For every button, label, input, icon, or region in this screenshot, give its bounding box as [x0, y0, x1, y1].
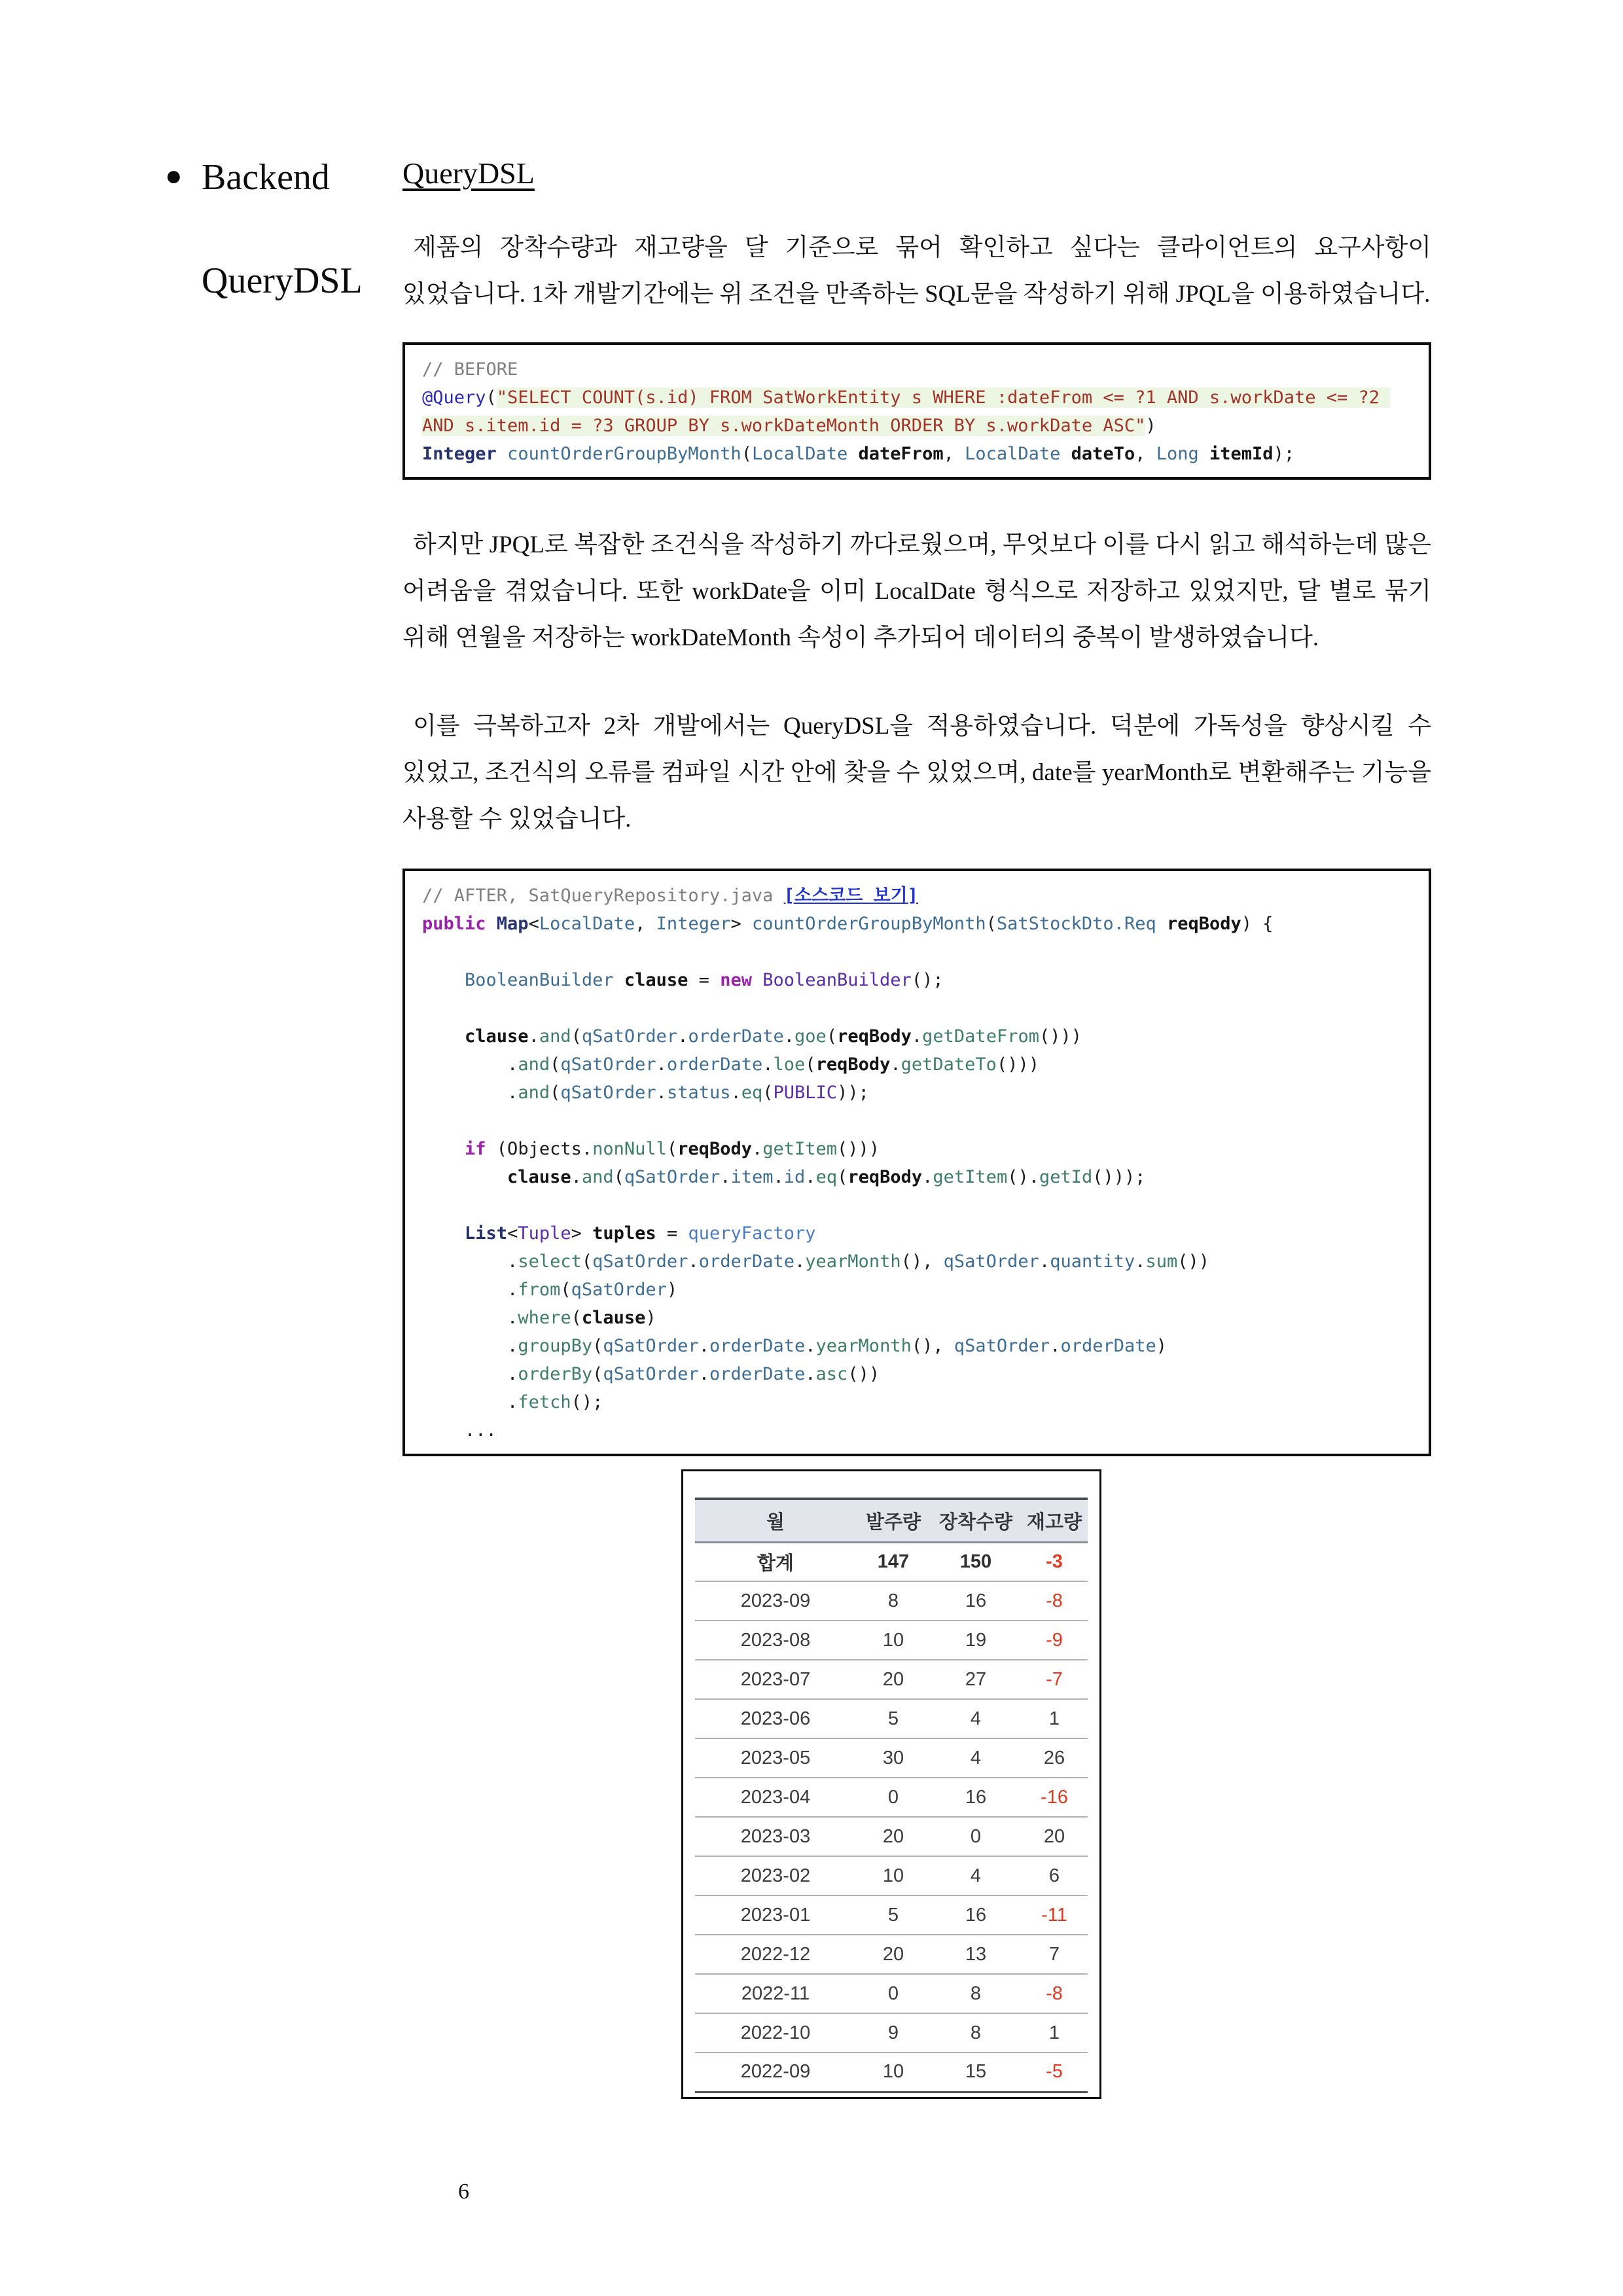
code-line — [422, 882, 1412, 910]
table-row — [695, 1778, 1088, 1817]
table-cell: 15 — [965, 2061, 987, 2083]
paragraph-requirements: 제품의 장착수량과 재고량을 달 기준으로 묶어 확인하고 싶다는 클라이언트의 요구사항이 있었습니다. 1차 개발기간에는 위 조건을 만족하는 SQL문을 작성하기 위해 JPQL을 이용하였습니다. — [402, 234, 1431, 308]
code-token: quantity — [1050, 1251, 1135, 1272]
code-token: ( — [805, 1054, 816, 1075]
outline-list — [165, 156, 363, 301]
table-cell: 2023-06 — [740, 1708, 811, 1729]
code-token: asc — [815, 1364, 848, 1384]
code-token: qSatOrder — [943, 1251, 1039, 1272]
table-row — [695, 1935, 1088, 1974]
table-cell: 2023-09 — [740, 1590, 811, 1611]
code-token: id — [783, 1167, 806, 1187]
code-token: BooleanBuilder — [762, 970, 912, 990]
code-token: reqBody — [837, 1026, 912, 1047]
code-token: ())) — [1039, 1026, 1082, 1047]
table-cell: 10 — [882, 2061, 904, 2083]
code-line — [422, 440, 1412, 468]
code-token: qSatOrder — [624, 1167, 721, 1187]
code-token: ) — [645, 1308, 656, 1328]
code-token: orderDate — [688, 1026, 784, 1047]
code-token: ( — [571, 1026, 582, 1047]
table-cell: 147 — [877, 1551, 910, 1572]
code-token: // AFTER, SatQueryRepository.java — [422, 886, 784, 906]
code-token: . — [528, 1026, 539, 1047]
code-token — [1060, 444, 1071, 464]
code-line — [422, 1163, 1412, 1191]
code-token: (); — [571, 1392, 603, 1412]
table-cell: 2023-05 — [740, 1747, 811, 1768]
table-cell: 1 — [1048, 2022, 1060, 2043]
code-block-after — [402, 869, 1431, 1456]
code-token: orderDate — [1060, 1336, 1156, 1356]
table-cell: 2023-01 — [740, 1904, 811, 1926]
code-token: ( — [550, 1054, 561, 1075]
code-token — [422, 970, 465, 990]
table-cell: 0 — [970, 1825, 982, 1847]
stock-table-container — [681, 1469, 1101, 2099]
code-token: (Objects. — [486, 1139, 593, 1159]
code-token: reqBody — [847, 1167, 923, 1187]
code-token: . — [805, 1336, 816, 1356]
table-cell: 10 — [882, 1865, 904, 1886]
code-token: where — [518, 1308, 571, 1328]
main-content — [402, 156, 1431, 2099]
code-token: . — [1135, 1251, 1146, 1272]
code-token: . — [422, 1280, 518, 1300]
table-row — [695, 1581, 1088, 1621]
code-token — [422, 1139, 465, 1159]
code-token: = — [656, 1223, 688, 1244]
code-line — [422, 1276, 1412, 1304]
code-token: ())) — [837, 1139, 880, 1159]
code-token: reqBody — [677, 1139, 752, 1159]
table-cell: 20 — [882, 1825, 904, 1847]
code-token: . — [656, 1054, 667, 1075]
table-row — [695, 1621, 1088, 1660]
code-token: = — [688, 970, 721, 990]
code-token: ( — [581, 1251, 593, 1272]
table-cell: 2023-03 — [740, 1825, 811, 1847]
code-token: eq — [815, 1167, 838, 1187]
code-token: . — [783, 1026, 795, 1047]
table-row — [695, 2013, 1088, 2053]
code-line — [422, 1050, 1412, 1079]
table-cell: -16 — [1041, 1786, 1068, 1808]
table-cell: -7 — [1046, 1668, 1063, 1690]
code-token: ) — [1156, 1336, 1168, 1356]
table-row — [695, 1542, 1088, 1581]
bullet-icon: ● — [165, 160, 183, 192]
code-token — [847, 444, 858, 464]
code-token: ( — [592, 1336, 603, 1356]
code-token: ... — [422, 1420, 497, 1441]
code-token: ) — [1145, 416, 1156, 436]
code-token: item — [730, 1167, 774, 1187]
code-token: and — [518, 1083, 550, 1103]
code-token: getId — [1039, 1167, 1093, 1187]
code-token: . — [656, 1083, 667, 1103]
code-token: , — [943, 444, 965, 464]
code-token: . — [1039, 1251, 1050, 1272]
table-cell: 16 — [965, 1786, 987, 1808]
code-token: ( — [486, 387, 497, 408]
code-token: . — [751, 1139, 763, 1159]
code-token: ) — [666, 1280, 678, 1300]
code-line — [422, 1107, 1412, 1135]
code-token: . — [571, 1167, 582, 1187]
code-token: qSatOrder — [603, 1336, 699, 1356]
table-row — [695, 1974, 1088, 2013]
code-token: Tuple — [518, 1223, 571, 1244]
code-token: < — [528, 914, 539, 934]
code-token: BooleanBuilder — [465, 970, 614, 990]
code-token: . — [422, 1308, 518, 1328]
code-token: ( — [986, 914, 997, 934]
table-cell: 6 — [1048, 1865, 1060, 1886]
code-token: fetch — [518, 1392, 571, 1412]
table-cell: 19 — [965, 1629, 987, 1651]
code-token: SatStockDto.Req — [996, 914, 1156, 934]
code-line — [422, 938, 1412, 966]
table-cell: 합계 — [757, 1552, 794, 1574]
code-token: . — [688, 1251, 699, 1272]
table-cell: 2022-09 — [740, 2061, 811, 2083]
code-token: (), — [911, 1336, 954, 1356]
code-token — [497, 444, 507, 464]
code-token: ()) — [847, 1364, 880, 1384]
code-token: orderDate — [666, 1054, 763, 1075]
code-token: . — [805, 1364, 816, 1384]
code-token: ); — [1273, 444, 1295, 464]
code-token: . — [422, 1083, 518, 1103]
table-cell: 0 — [887, 1786, 899, 1808]
code-token: // BEFORE — [422, 359, 518, 380]
outline-item-querydsl-label: QueryDSL — [202, 260, 363, 301]
code-token: (); — [911, 970, 944, 990]
column-header: 월 — [766, 1511, 785, 1533]
code-line — [422, 1388, 1412, 1416]
table-row — [695, 1895, 1088, 1935]
code-token: getDateFrom — [922, 1026, 1039, 1047]
code-token: clause — [581, 1308, 646, 1328]
table-cell: -11 — [1041, 1904, 1067, 1926]
code-token: getDateTo — [901, 1054, 997, 1075]
table-row — [695, 1699, 1088, 1738]
table-cell: 16 — [965, 1904, 987, 1926]
table-cell: 13 — [965, 1943, 987, 1965]
code-token: qSatOrder — [603, 1364, 699, 1384]
code-token: . — [762, 1054, 774, 1075]
code-line — [422, 1135, 1412, 1163]
section-title: QueryDSL — [402, 156, 535, 190]
table-cell: -5 — [1046, 2061, 1063, 2083]
code-token: orderDate — [698, 1251, 795, 1272]
code-token: yearMonth — [805, 1251, 901, 1272]
table-cell: 0 — [887, 1982, 899, 2004]
code-token: and — [518, 1054, 550, 1075]
table-cell: 20 — [1043, 1825, 1065, 1847]
table-row — [695, 1817, 1088, 1856]
code-token: orderDate — [709, 1364, 806, 1384]
code-token: nonNull — [592, 1139, 667, 1159]
code-line — [422, 1304, 1412, 1332]
code-token: ( — [741, 444, 752, 464]
code-token: qSatOrder — [592, 1251, 688, 1272]
code-token: countOrderGroupByMonth — [507, 444, 741, 464]
code-token: public — [422, 914, 497, 934]
code-token: . — [422, 1336, 518, 1356]
code-token: status — [666, 1083, 731, 1103]
code-token: orderBy — [518, 1364, 593, 1384]
table-cell: 5 — [887, 1904, 899, 1926]
table-cell: 4 — [970, 1708, 982, 1729]
code-token: new — [720, 970, 763, 990]
code-token — [1156, 914, 1167, 934]
code-token: select — [518, 1251, 582, 1272]
code-token: Integer — [656, 914, 731, 934]
code-token — [422, 1026, 465, 1047]
code-token: qSatOrder — [954, 1336, 1050, 1356]
code-token: . — [677, 1026, 688, 1047]
code-token: reqBody — [815, 1054, 891, 1075]
code-token: qSatOrder — [571, 1280, 667, 1300]
code-token: Map — [496, 914, 529, 934]
code-line — [422, 966, 1412, 994]
code-token: > — [571, 1223, 593, 1244]
source-code-link[interactable]: [소스코드 보기] — [783, 886, 918, 906]
code-token: "SELECT COUNT(s.id) FROM SatWorkEntity s WHERE :dateFrom <= ?1 AND s.workDate <= ?2 AND s.item.id = ?3 GROUP BY s.workDateMonth ORDER BY s.workDate ASC" — [422, 387, 1391, 436]
code-token: and — [539, 1026, 571, 1047]
code-line — [422, 355, 1412, 384]
code-token: ( — [837, 1167, 848, 1187]
code-token: ( — [571, 1308, 582, 1328]
table-cell: 2022-11 — [741, 1982, 810, 2004]
code-line — [422, 1022, 1412, 1050]
code-token: getItem — [933, 1167, 1008, 1187]
code-token: . — [422, 1392, 518, 1412]
code-token: loe — [773, 1054, 806, 1075]
code-token — [422, 1223, 465, 1244]
code-token: reqBody — [1166, 914, 1241, 934]
code-token: sum — [1145, 1251, 1178, 1272]
table-cell: 10 — [882, 1629, 904, 1651]
code-token: LocalDate — [965, 444, 1061, 464]
code-token: . — [911, 1026, 923, 1047]
table-cell: 20 — [882, 1943, 904, 1965]
table-cell: 7 — [1048, 1943, 1060, 1965]
table-cell: -3 — [1046, 1551, 1063, 1572]
code-line — [422, 384, 1412, 440]
code-token — [1199, 444, 1209, 464]
code-token: from — [518, 1280, 561, 1300]
table-row — [695, 2053, 1088, 2092]
code-token: getItem — [762, 1139, 838, 1159]
column-header: 발주량 — [865, 1511, 921, 1533]
table-cell: 2022-10 — [740, 2022, 811, 2043]
code-line — [422, 1219, 1412, 1247]
code-token: queryFactory — [688, 1223, 816, 1244]
code-token: itemId — [1209, 444, 1274, 464]
code-token: eq — [741, 1083, 763, 1103]
table-cell: 27 — [965, 1668, 987, 1690]
code-token: tuples — [592, 1223, 656, 1244]
code-token: LocalDate — [751, 444, 848, 464]
code-line — [422, 1332, 1412, 1360]
table-cell: -9 — [1046, 1629, 1063, 1651]
code-token: clause — [507, 1167, 571, 1187]
table-row — [695, 1660, 1088, 1699]
code-token: dateFrom — [858, 444, 944, 464]
table-cell: 2023-07 — [740, 1668, 811, 1690]
table-cell: 1 — [1048, 1708, 1060, 1729]
code-token — [614, 970, 624, 990]
code-token: ( — [762, 1083, 774, 1103]
code-token: ( — [560, 1280, 571, 1300]
table-cell: 8 — [970, 2022, 982, 2043]
code-token: , — [1135, 444, 1156, 464]
paragraph-querydsl-benefits: 이를 극복하고자 2차 개발에서는 QueryDSL을 적용하였습니다. 덕분에 가독성을 향상시킬 수 있었고, 조건식의 오류를 컴파일 시간 안에 찾을 수 있었으며, date를 yearMonth로 변환해주는 기능을 사용할 수 있었습니다. — [402, 713, 1431, 833]
code-line — [422, 1191, 1412, 1219]
table-cell: 8 — [887, 1590, 899, 1611]
code-token: qSatOrder — [560, 1083, 656, 1103]
code-token: PUBLIC — [773, 1083, 838, 1103]
code-token: . — [698, 1364, 709, 1384]
code-token: dateTo — [1071, 444, 1135, 464]
table-cell: 16 — [965, 1590, 987, 1611]
table-cell: 2023-04 — [740, 1786, 811, 1808]
code-token: qSatOrder — [560, 1054, 656, 1075]
code-token: Integer — [422, 444, 497, 464]
table-body — [695, 1542, 1088, 2092]
code-token: ()) — [1177, 1251, 1210, 1272]
code-line — [422, 1079, 1412, 1107]
table-cell: 20 — [882, 1668, 904, 1690]
table-cell: 5 — [887, 1708, 899, 1729]
table-cell: -8 — [1046, 1982, 1063, 2004]
code-token: @Query — [422, 387, 486, 408]
table-cell: 9 — [887, 2022, 899, 2043]
code-token: (), — [901, 1251, 944, 1272]
code-token: > — [730, 914, 752, 934]
outline-item-querydsl — [165, 260, 363, 301]
outline-item-backend-label: Backend — [202, 157, 330, 198]
code-token: qSatOrder — [581, 1026, 678, 1047]
table-cell: 30 — [882, 1747, 904, 1768]
page-number: 6 — [458, 2179, 469, 2204]
code-token: groupBy — [518, 1336, 593, 1356]
code-token: . — [773, 1167, 784, 1187]
code-token: ( — [550, 1083, 561, 1103]
code-token: . — [720, 1167, 731, 1187]
table-cell: 4 — [970, 1865, 982, 1886]
code-token: List — [465, 1223, 508, 1244]
code-token: . — [422, 1054, 518, 1075]
code-token: if — [465, 1139, 486, 1159]
table-cell: 2022-12 — [740, 1943, 811, 1965]
code-line — [422, 910, 1412, 938]
code-token: orderDate — [709, 1336, 806, 1356]
code-token: . — [730, 1083, 741, 1103]
code-token: goe — [794, 1026, 827, 1047]
table-cell: 26 — [1043, 1747, 1065, 1768]
code-token: and — [581, 1167, 614, 1187]
table-header-row — [695, 1499, 1088, 1542]
code-token: ( — [592, 1364, 603, 1384]
table-cell: 150 — [959, 1551, 992, 1572]
table-cell: -8 — [1046, 1590, 1063, 1611]
code-token: < — [507, 1223, 518, 1244]
code-token: clause — [465, 1026, 529, 1047]
stock-table — [695, 1498, 1088, 2093]
paragraph-jpql-problems: 하지만 JPQL로 복잡한 조건식을 작성하기 까다로웠으며, 무엇보다 이를 다시 읽고 해석하는데 많은 어려움을 겪었습니다. 또한 workDate을 이미 LocalDate 형식으로 저장하고 있었지만, 달 별로 묶기 위해 연월을 저장하는 workDateMonth 속성이 추가되어 데이터의 중복이 발생하였습니다. — [402, 531, 1431, 651]
code-token: . — [805, 1167, 816, 1187]
column-header: 재고량 — [1026, 1511, 1082, 1533]
code-token: . — [922, 1167, 933, 1187]
code-token: . — [890, 1054, 901, 1075]
code-block-before — [402, 342, 1431, 480]
table-cell: 2023-08 — [740, 1629, 811, 1651]
code-token: countOrderGroupByMonth — [751, 914, 986, 934]
code-line — [422, 994, 1412, 1022]
column-header: 장착수량 — [938, 1511, 1013, 1533]
code-token: . — [1050, 1336, 1061, 1356]
table-cell: 2023-02 — [740, 1865, 811, 1886]
code-token: ())); — [1092, 1167, 1146, 1187]
code-token: (). — [1007, 1167, 1039, 1187]
table-row — [695, 1856, 1088, 1895]
table-cell: 8 — [970, 1982, 982, 2004]
code-token: . — [794, 1251, 806, 1272]
code-token: ) { — [1241, 914, 1274, 934]
code-line — [422, 1416, 1412, 1444]
code-token: clause — [624, 970, 688, 990]
code-token: , — [635, 914, 656, 934]
code-token: Long — [1156, 444, 1199, 464]
code-token: yearMonth — [815, 1336, 912, 1356]
code-token: . — [422, 1251, 518, 1272]
code-token: LocalDate — [539, 914, 635, 934]
code-token: . — [422, 1364, 518, 1384]
code-token: ( — [826, 1026, 838, 1047]
code-token: )); — [837, 1083, 869, 1103]
code-line — [422, 1360, 1412, 1388]
table-cell: 4 — [970, 1747, 982, 1768]
code-token: ())) — [996, 1054, 1039, 1075]
outline-item-backend — [165, 156, 363, 198]
code-token: . — [698, 1336, 709, 1356]
code-token: ( — [666, 1139, 678, 1159]
code-token — [422, 1167, 507, 1187]
code-line — [422, 1247, 1412, 1276]
code-token: ( — [613, 1167, 624, 1187]
table-row — [695, 1738, 1088, 1778]
